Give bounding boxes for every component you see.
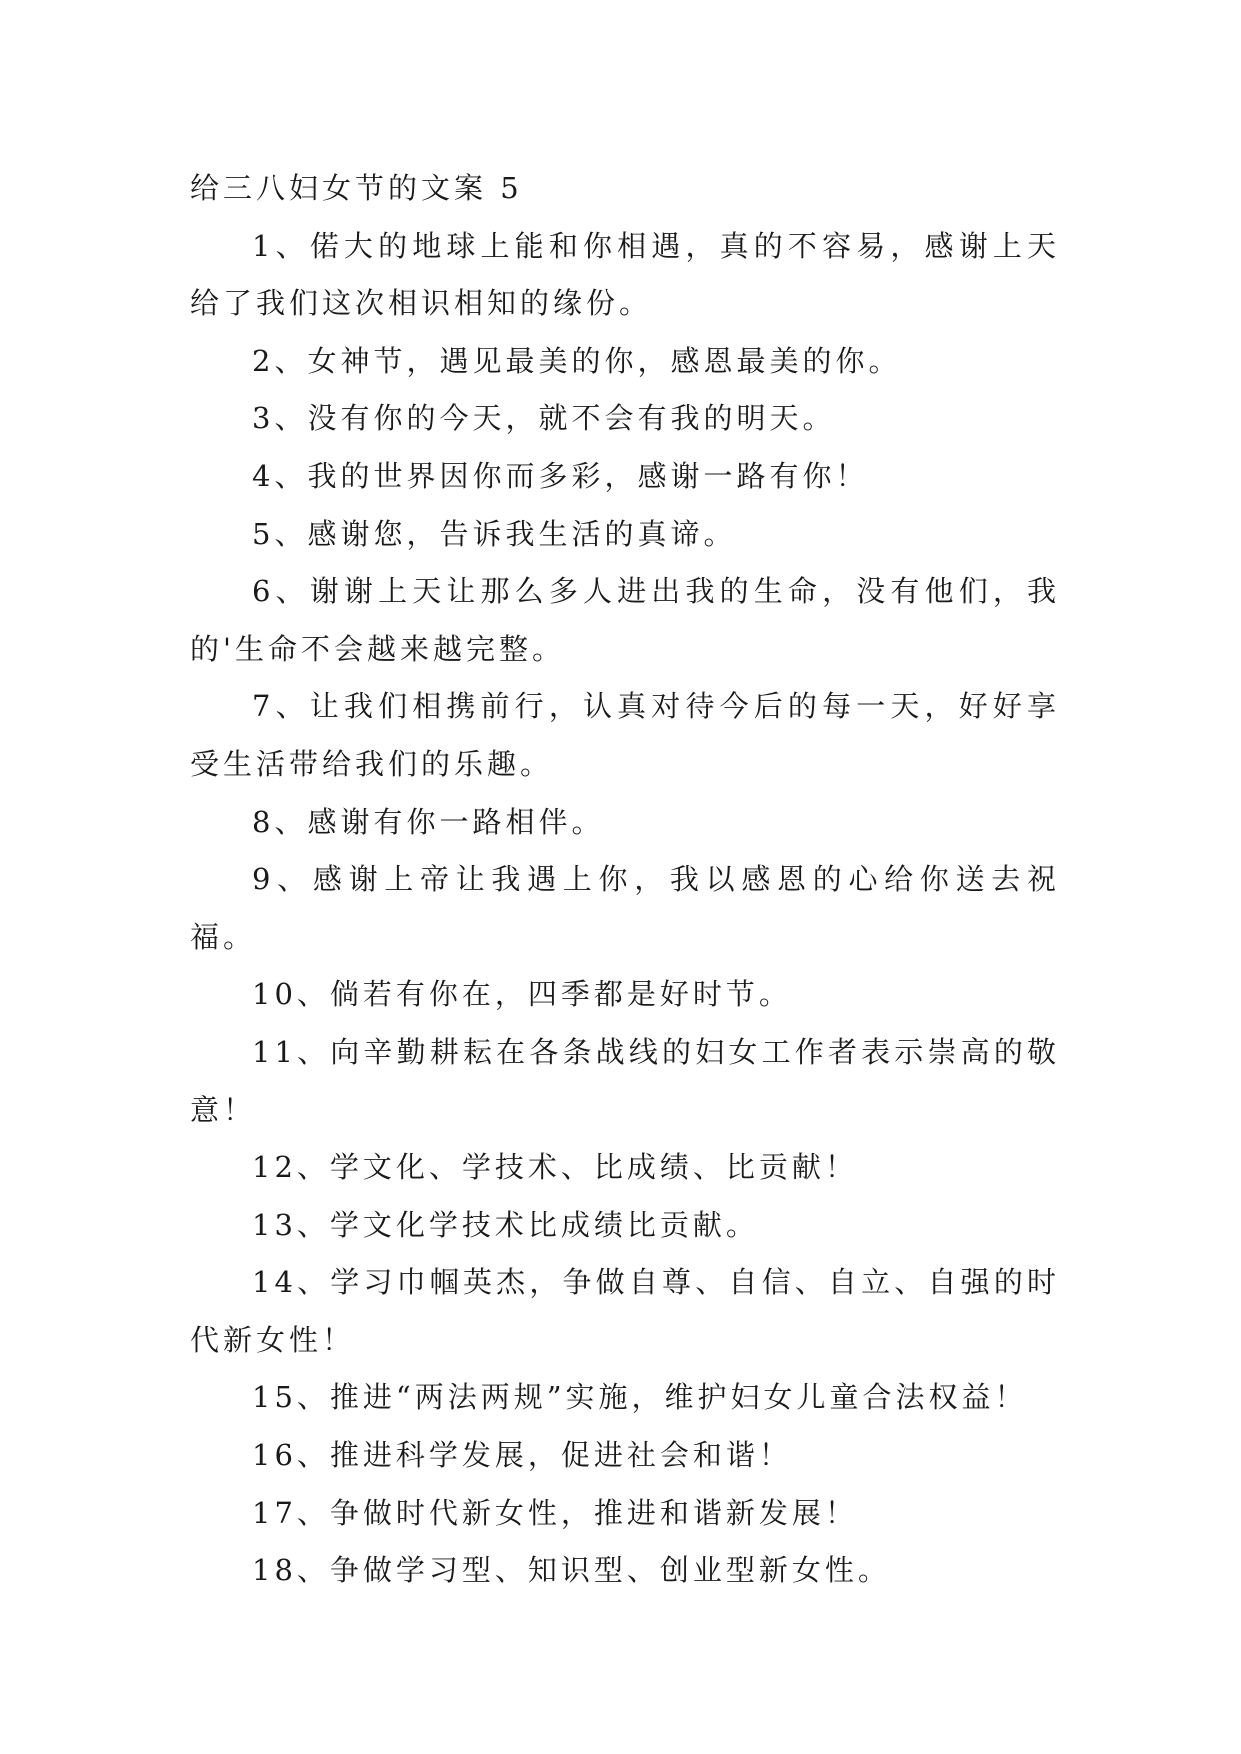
list-item: 17、争做时代新女性，推进和谐新发展！ <box>252 1495 858 1530</box>
list-item: 3、没有你的今天，就不会有我的明天。 <box>252 401 836 436</box>
list-item: 9、感谢上帝让我遇上你，我以感恩的心给你送去祝福。 <box>190 862 1060 954</box>
list-item: 5、感谢您，告诉我生活的真谛。 <box>252 516 737 551</box>
list-item: 11、向辛勤耕耘在各条战线的妇女工作者表示崇高的敬意！ <box>190 1034 1060 1127</box>
list-item: 6、谢谢上天让那么多人进出我的生命，没有他们，我的'生命不会越来越完整。 <box>190 574 1060 666</box>
list-item: 1、偌大的地球上能和你相遇，真的不容易，感谢上天给了我们这次相识相知的缘份。 <box>190 228 1060 321</box>
list-item: 7、让我们相携前行，认真对待今后的每一天，好好享受生活带给我们的乐趣。 <box>190 689 1060 781</box>
list-item: 15、推进“两法两规”实施，维护妇女儿童合法权益！ <box>252 1380 1028 1415</box>
list-item: 12、学文化、学技术、比成绩、比贡献！ <box>252 1150 858 1185</box>
list-item: 18、争做学习型、知识型、创业型新女性。 <box>252 1553 891 1588</box>
document-body <box>190 160 1060 1600</box>
list-item: 13、学文化学技术比成绩比贡献。 <box>252 1207 759 1242</box>
list-item: 16、推进科学发展，促进社会和谐！ <box>252 1438 792 1473</box>
list-item: 10、倘若有你在，四季都是好时节。 <box>252 977 792 1012</box>
list-item: 4、我的世界因你而多彩，感谢一路有你！ <box>252 458 869 493</box>
list-item: 8、感谢有你一路相伴。 <box>252 804 605 839</box>
document-title: 给三八妇女节的文案 5 <box>190 171 523 205</box>
list-item: 14、学习巾帼英杰，争做自尊、自信、自立、自强的时代新女性！ <box>190 1265 1060 1357</box>
list-item: 2、女神节，遇见最美的你，感恩最美的你。 <box>252 343 902 378</box>
